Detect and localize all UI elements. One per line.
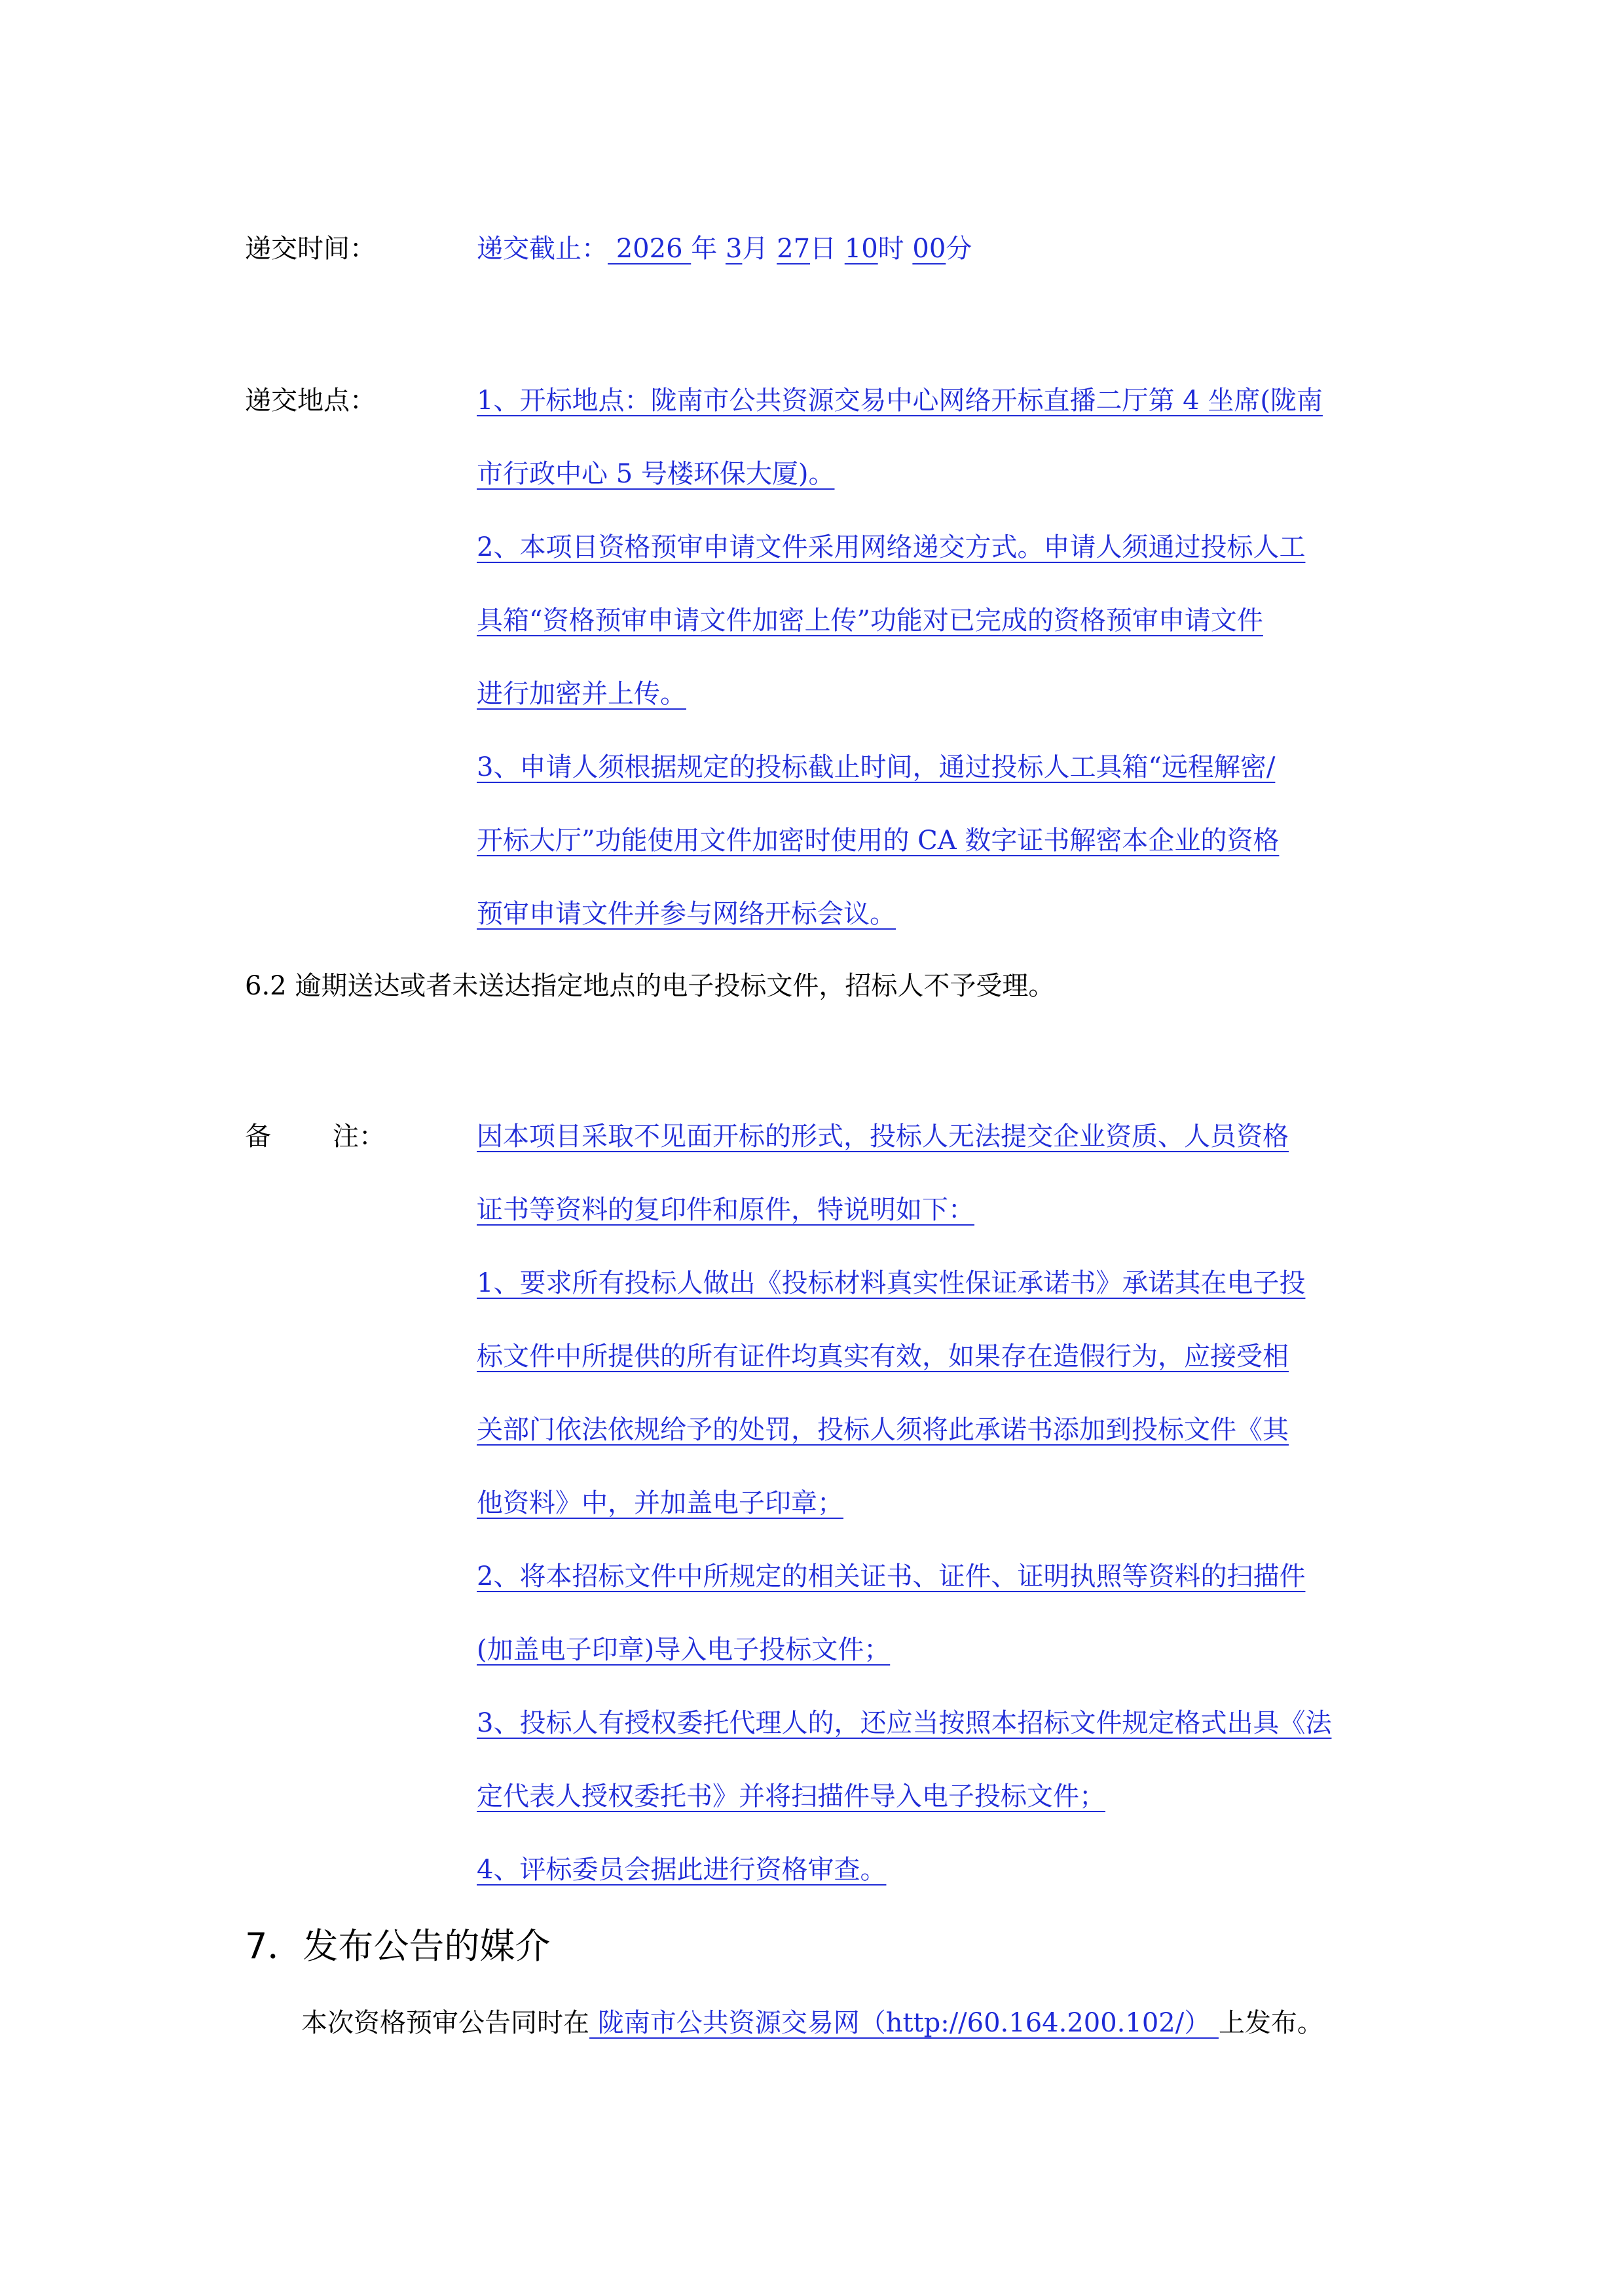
submission-time-label: 递交时间： [245,234,376,264]
deadline-day-unit: 日 [810,234,837,264]
deadline-day: 27 [777,234,811,264]
remark-line: 证书等资料的复印件和原件，特说明如下： [477,1195,974,1225]
deadline-year: 2026 [608,234,692,264]
section-7-text-after: 上发布。 [1218,2008,1323,2038]
place-line: 开标大厅”功能使用文件加密时使用的 CA 数字证书解密本企业的资格 [477,826,1280,856]
place-line: 3、申请人须根据规定的投标截止时间，通过投标人工具箱“远程解密/ [477,752,1276,782]
remarks-label-2: 注： [333,1121,385,1152]
deadline-year-unit: 年 [691,234,718,264]
section-7-paragraph [301,2002,1323,2039]
place-line: 1、开标地点：陇南市公共资源交易中心网络开标直播二厅第 4 坐席(陇南 [477,386,1323,416]
deadline-hour: 10 [844,234,878,264]
place-line: 市行政中心 5 号楼环保大厦)。 [477,459,835,489]
submission-place-label: 递交地点： [245,386,376,416]
place-line: 具箱“资格预审申请文件加密上传”功能对已完成的资格预审申请文件 [477,606,1263,636]
submission-deadline [477,228,972,265]
place-line: 预审申请文件并参与网络开标会议。 [477,899,896,929]
deadline-month-unit: 月 [742,234,769,264]
remark-line: (加盖电子印章)导入电子投标文件； [477,1635,891,1665]
deadline-month: 3 [725,234,743,264]
remark-line: 因本项目采取不见面开标的形式，投标人无法提交企业资质、人员资格 [477,1121,1289,1152]
section-7-heading: 7．发布公告的媒介 [245,1925,551,1967]
place-line: 进行加密并上传。 [477,679,686,709]
deadline-prefix: 递交截止： [477,234,608,264]
place-line: 2、本项目资格预审申请文件采用网络递交方式。申请人须通过投标人工 [477,532,1306,562]
section-7-text-before: 本次资格预审公告同时在 [301,2008,589,2038]
remark-line: 定代表人授权委托书》并将扫描件导入电子投标文件； [477,1781,1105,1812]
remark-line: 3、投标人有授权委托代理人的，还应当按照本招标文件规定格式出具《法 [477,1708,1332,1738]
deadline-minute-unit: 分 [946,234,972,264]
remark-line: 4、评标委员会据此进行资格审查。 [477,1855,887,1885]
remark-line: 2、将本招标文件中所规定的相关证书、证件、证明执照等资料的扫描件 [477,1561,1306,1592]
deadline-minute: 00 [912,234,946,264]
remark-line: 关部门依法依规给予的处罚，投标人须将此承诺书添加到投标文件《其 [477,1415,1289,1445]
remark-line: 标文件中所提供的所有证件均真实有效，如果存在造假行为，应接受相 [477,1341,1289,1372]
deadline-hour-unit: 时 [877,234,904,264]
remark-line: 他资料》中，并加盖电子印章； [477,1488,843,1518]
clause-6-2: 6.2 逾期送达或者未送达指定地点的电子投标文件，招标人不予受理。 [245,971,1055,1001]
trading-site-link[interactable]: 陇南市公共资源交易网（http://60.164.200.102/） [589,2008,1219,2038]
remark-line: 1、要求所有投标人做出《投标材料真实性保证承诺书》承诺其在电子投 [477,1268,1306,1298]
remarks-label-1: 备 [245,1121,271,1152]
